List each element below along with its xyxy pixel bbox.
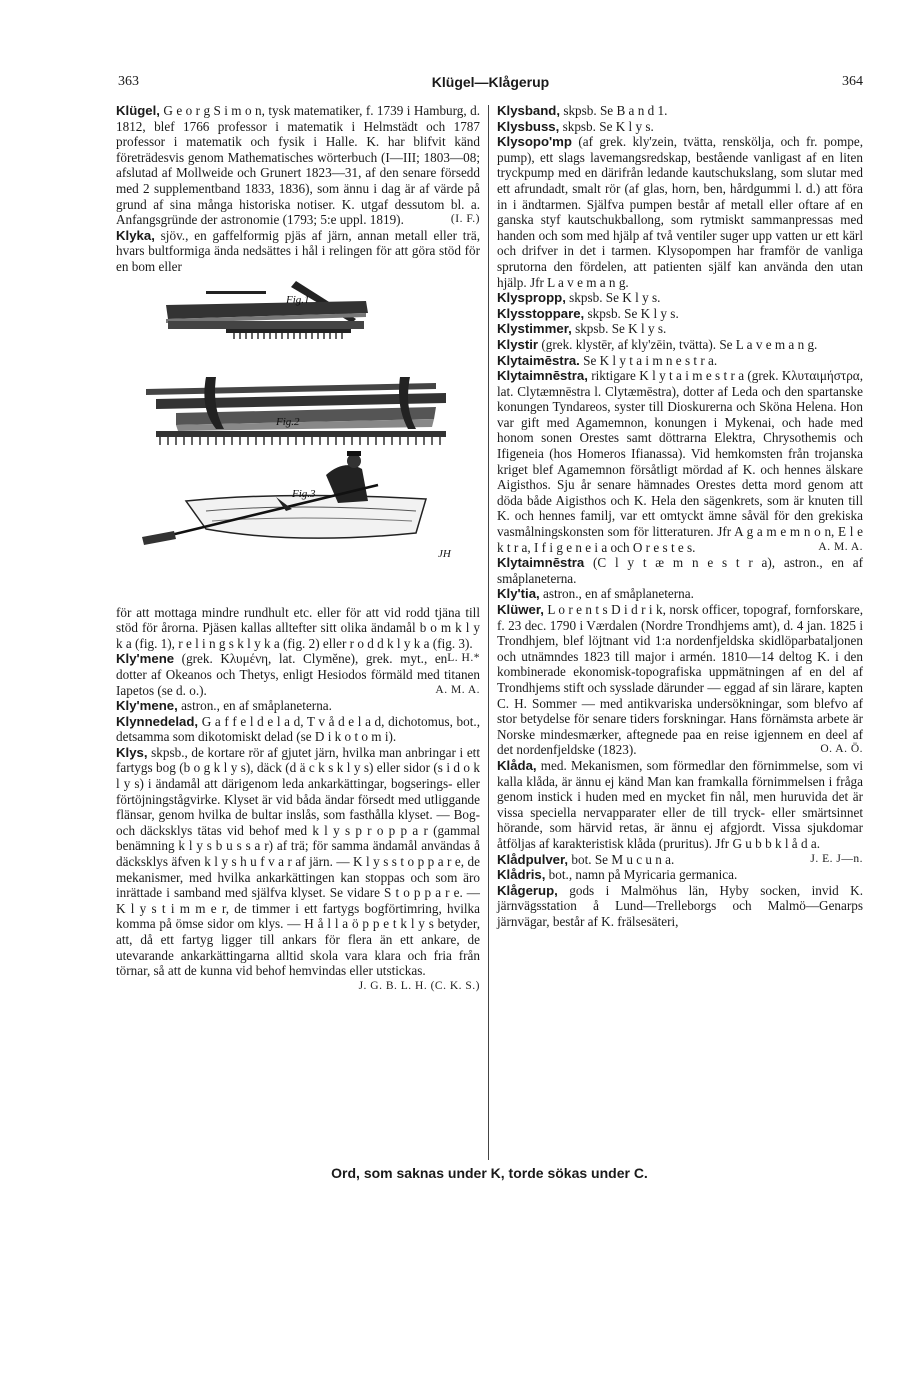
headword: Klytaimēstra. — [497, 352, 580, 368]
entry-text: skpsb. Se K l y s. — [584, 305, 679, 321]
page-footer-note: Ord, som saknas under K, torde sökas under C. — [331, 1165, 648, 1181]
headword: Klystimmer, — [497, 321, 572, 337]
page-header — [118, 74, 863, 94]
entry-text: (C l y t æ m n e s t r a), astron., en af småplaneterna. — [497, 555, 863, 586]
figure-3 — [142, 451, 452, 560]
headword: Klågerup, — [497, 882, 558, 898]
figure-2 — [146, 377, 446, 445]
signature: O. A. Ö. — [820, 743, 863, 756]
figure-1 — [166, 281, 368, 339]
entry-text: skpsb., de kortare rör af gjutet järn, hvilka man anbringar i ett fartygs bog (b o g k l y s), däck (d ä c k s k l y s) eller sidor (s i d o k l y s) i ändamål att därigenom leda ankarkättingar, bogserings- eller förtöjningstågvirke. Klyset är vid båda ändar försedt med utliggande flänsar, genom hvilka de bultar inslås, som fasthålla klyset. — Bog- och däcksklys tätas vid behof med k l y s p r o p p a r (gammal benämning k l y s b u s s a r) af trä; för samma ändamål användas å däcksklys äfven k l y s h u f v a r af järn. — K l y s s t o p p a r e, de mekanismer, med hvilka ankarkättingen kan stoppas och som äro inrättade i samband med själfva klyset. Se vidare S t o p p a r e. — K l y s t i m m e r, de timmer i ett fartygs bogförtimring, hvilka komma på ömse sidor om klys. — H å l l a ö p p e t k l y s betyder, att, då ett fartyg ligger till ankars för flera än ett ankare, de utevarande ankarkättingarna alltid skola vara klara och fria från törnar, så att de kunna vid behof hemvindas eller utstickas. — [116, 744, 480, 979]
entry-klytaimestra — [497, 353, 863, 369]
fig2-label: Fig.2 — [276, 415, 300, 428]
entry-text: astron., en af småplaneterna. — [177, 698, 332, 714]
entry-text: (grek. klystēr, af kly'zēin, tvätta). Se L a v e m a n g. — [538, 336, 818, 352]
entry-klynnedelad — [116, 714, 480, 745]
headword: Kly'mene — [116, 651, 175, 667]
signature: J. E. J—n. — [810, 852, 863, 865]
entry-klyka — [116, 228, 480, 275]
entry-klytaimnestra-astron — [497, 555, 863, 586]
headword: Klysband, — [497, 103, 561, 118]
column-divider — [488, 105, 489, 1160]
headword: Klådpulver, — [497, 851, 569, 867]
headword: Klytaimnēstra, — [497, 368, 588, 384]
entry-text: med. Mekanismen, som förmedlar den förnimmelse, som vi kalla klåda, är ännu ej känd Man kan framkalla förnimmelsen i fråga genom instick i huden med en mycket fin nål, men huruvida det är vissa speciella nervapparater eller de till tryck- eller smärtsinnet hörande, som härvid retas, är ännu ej afgjordt. Vissa sjukdomar åtföljas af karakteristisk klåda (pruritus). Jfr G u b b k l å d a. — [497, 757, 863, 851]
entry-klysband — [497, 103, 863, 119]
entry-text: för att mottaga mindre rundhult etc. eller för att vid rodd tjäna till stöd för årorna. Pjäsen kallas alltefter sitt olika ändamål b o m k l y k a (fig. 1), r e l i n g s k l y k a (fig. 2) eller r o d d k l y k a (fig. 3). — [116, 604, 480, 651]
headword: Kly'mene, — [116, 698, 178, 714]
entry-text: (af grek. kly'zein, tvätta, renskölja, och fr. pompe, pump), ett slags lavemangsredskap, bestående vanligast af en liten tryckpump med en därifrån ledande kautschukslang, som slutar med ett afrundadt, smalt rör (af glas, horn, ben, hårdgummi l. d.) att föra in i ändtarmen. Själfva pumpen består af metall eller oftare af en ganska styf kautschukballong, som rytmiskt sammanpressas med handen och som med hjälp af två ventiler suger upp vatten ur ett kärl och drifver in det i tarmen. Klysopompen har framför de vanliga sprutorna den fördelen, att patienten själf kan använda den utan hjälp. Jfr L a v e m a n g. — [497, 134, 863, 290]
signature: (I. F.) — [450, 213, 480, 226]
signature: J. G. B. L. H. (C. K. S.) — [358, 979, 480, 992]
fig1-label: Fig.1 — [286, 293, 310, 306]
running-title: Klügel—Klågerup — [431, 74, 550, 90]
headword: Klys, — [116, 744, 148, 760]
headword: Klytaimnēstra — [497, 555, 585, 571]
entry-klys — [116, 744, 480, 992]
left-column — [116, 103, 480, 994]
headword: Klügel, — [116, 103, 160, 118]
entry-text: (grek. Κλυμένη, lat. Clymĕne), grek. myt., en dotter af Okeanos och Thetys, enligt Hesiodos förmäld med titanen Iapetos (se d. o.). — [116, 651, 480, 698]
entry-klymene-myt — [116, 651, 480, 698]
entry-text: astron., en af småplaneterna. — [539, 586, 694, 602]
entry-text: bot., namn på Myricaria germanica. — [545, 867, 738, 883]
signature: A. M. A. — [818, 540, 863, 553]
headword: Klysstoppare, — [497, 305, 585, 321]
entry-kluwer — [497, 602, 863, 758]
headword: Klåda, — [497, 757, 537, 773]
entry-klyspropp — [497, 290, 863, 306]
entry-text: skpsb. Se K l y s. — [571, 321, 667, 337]
headword: Klysopo'mp — [497, 134, 572, 150]
entry-kladris — [497, 867, 863, 883]
entry-text: L o r e n t s D i d r i k, norsk officer, topograf, fornforskare, f. 23 dec. 1790 i Værdalen (Nordre Trondhjems amt), d. 4 jan. 1825 i Trondhjem, blef löjtnant vid 1:a nordenfjeldska skidlöparbataljonen och utnämndes 1823 till major i armén. 1810—14 deltog K. i den kombinerade ekonomisk-topografiska uppmätningen af en del af Trondhjems stift och sysslade därunder — eggad af sin lärare, kapten C. H. Sommer — med antikvariska undersökningar, som blefvo af stor betydelse för senare tiders forskningar. Hans förnämsta arbete är Norske mindesmærker, aftegnede paa en reise igjennem en deel af det nordenfjeldske (1823). — [497, 602, 863, 758]
entry-klugel — [116, 103, 480, 228]
headword: Klüwer, — [497, 602, 544, 617]
headword: Kly'tia, — [497, 586, 540, 602]
headword: Klystir — [497, 336, 539, 352]
entry-klytaimnestra — [497, 368, 863, 555]
entry-text: G e o r g S i m o n, tysk matematiker, f. 1739 i Hamburg, d. 1812, blef 1766 professor i matematik i Helmstädt och 1787 professor i matematik och fysik i Halle. K. har blifvit känd företrädesvis genom Mathematisches wörterbuch (I—III; 1803—08; afslutad af Mollweide och Grunert 1823—31, af den senare försedd med 2 supplementband 1833, 1836), som ännu i dag är af värde på grund af sina många historiska notiser. K. utgaf dessutom bl. a. Anfangsgründe der astronomie (1793; 5:e uppl. 1819). — [116, 103, 480, 228]
entry-klymene-astron — [116, 698, 480, 714]
headword: Klysbuss, — [497, 118, 560, 134]
entry-klystir — [497, 337, 863, 353]
entry-klagerup — [497, 883, 863, 930]
headword: Klynnedelad, — [116, 713, 199, 729]
entry-text: skpsb. Se B a n d 1. — [560, 103, 668, 118]
right-column — [497, 103, 863, 929]
entry-klystimmer — [497, 321, 863, 337]
entry-text: Se K l y t a i m n e s t r a. — [579, 352, 718, 368]
entry-klytia — [497, 586, 863, 602]
page-number-right: 364 — [842, 74, 863, 89]
klyka-illustration — [116, 279, 480, 599]
entry-klysbuss — [497, 119, 863, 135]
engraver-initials: JH — [438, 547, 451, 560]
entry-klysopomp — [497, 134, 863, 290]
headword: Klådris, — [497, 867, 546, 883]
signature: L. H.* — [447, 652, 480, 665]
headword: Klyspropp, — [497, 290, 566, 306]
fig3-label: Fig.3 — [292, 487, 316, 500]
signature: A. M. A. — [435, 683, 480, 696]
page-number-left: 363 — [118, 74, 139, 89]
entry-text: riktigare K l y t a i m e s t r a (grek. Κλυταιμήστρα, lat. Clytæmnēstra l. Clytæmēstra), dotter af Leda och den spartanske konungen Tyndareos, syster till Dioskurerna och Sköna Helena. Hon var gift med Agamemnon, konungen i Mykenai, och hade med honom sonen Orestes samt döttrarna Elektra, Chrysothemis och Ifigeneia (hos Homeros Ifianassa). Vid hemkomsten från trojanska kriget blef Agamemnon försåtligt mördad af K. och hennes älskare Aigisthos. Sju år senare hämnades Orestes detta mord genom att döda både Aigisthos och K. Hela den sägenkrets, som är knuten till K. och hennes familj, var ett omtyckt ämne såväl för den grekiska vasmålningskonsten som för litteraturen. Jfr A g a m e m n o n, E l e k t r a, I f i g e n e i a och O r e s t e s. — [497, 368, 863, 555]
entry-text: gods i Malmöhus län, Hyby socken, invid K. järnvägsstation å Lund—Trelleborgs och Malmö—Genarps järnvägar, består af K. frälsesäteri, — [497, 882, 863, 929]
entry-text: skpsb. Se K l y s. — [565, 290, 661, 306]
entry-text: sjöv., en gaffelformig pjäs af järn, annan metall eller trä, hvars bultformiga ända nedsättes i hål i relingen för att göra stöd för en bom eller — [116, 227, 480, 274]
entry-text: G a f f e l d e l a d, T v å d e l a d, dichotomus, bot., detsamma som dikotomiskt delad (se D i k o t o m i). — [116, 713, 480, 745]
entry-text: skpsb. Se K l y s. — [559, 118, 654, 134]
entry-kladpulver — [497, 852, 863, 868]
headword: Klyka, — [116, 227, 155, 243]
entry-klysstoppare — [497, 306, 863, 322]
entry-text: bot. Se M u c u n a. — [568, 851, 675, 867]
